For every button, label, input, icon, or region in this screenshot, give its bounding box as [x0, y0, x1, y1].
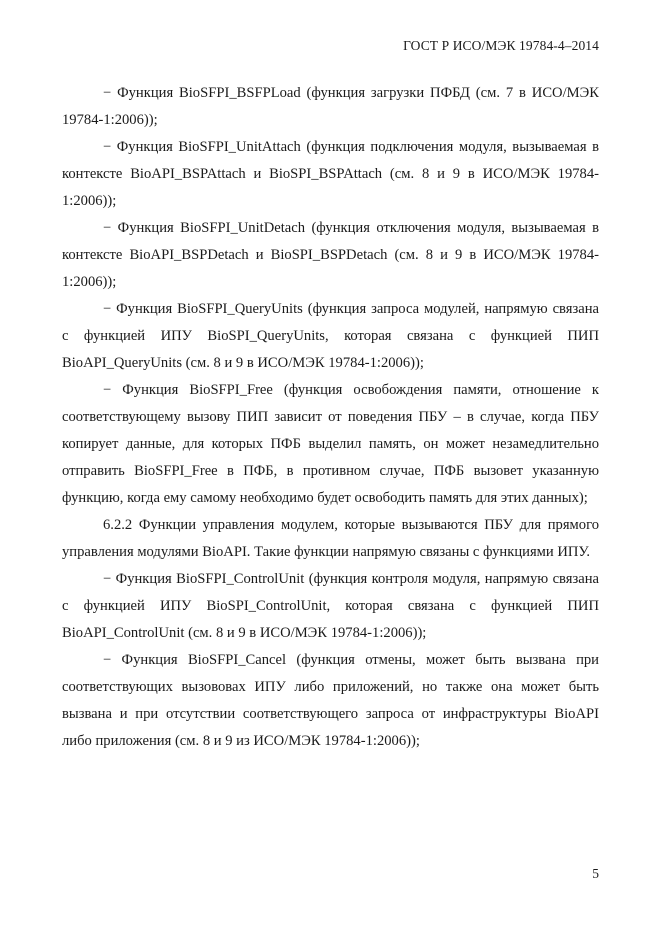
list-item-unit-attach: − Функция BioSFPI_UnitAttach (функция подключения модуля, вызываемая в контексте BioAPI_BSPAttach и BioSPI_BSPAttach (см. 8 и 9 в ИСО/МЭК 19784-1:2006));	[62, 139, 599, 209]
list-item-query-units: − Функция BioSFPI_QueryUnits (функция запроса модулей, напрямую связана с функцией ИПУ BioSPI_QueryUnits, которая связана с функцией ПИП BioAPI_QueryUnits (см. 8 и 9 в ИСО/МЭК 19784-1:2006));	[62, 301, 599, 371]
list-item-bsfp-load: − Функция BioSFPI_BSFPLoad (функция загрузки ПФБД (см. 7 в ИСО/МЭК 19784-1:2006));	[62, 85, 599, 128]
list-item-unit-detach: − Функция BioSFPI_UnitDetach (функция отключения модуля, вызываемая в контексте BioAPI_BSPDetach и BioSPI_BSPDetach (см. 8 и 9 в ИСО/МЭК 19784-1:2006));	[62, 220, 599, 290]
page-number: 5	[592, 866, 599, 881]
list-item-cancel: − Функция BioSFPI_Cancel (функция отмены, может быть вызвана при соответствующих вызововах ИПУ либо приложений, но также она может быть вызвана и при отсутствии соответствующего запроса от инфраструктуры BioAPI либо приложения (см. 8 и 9 из ИСО/МЭК 19784-1:2006));	[62, 652, 599, 749]
document-body	[62, 80, 599, 755]
list-item-free: − Функция BioSFPI_Free (функция освобождения памяти, отношение к соответствующему вызову ПИП зависит от поведения ПБУ – в случае, когда ПБУ копирует данные, для которых ПФБ выделил память, он может незамедлительно отправить BioSFPI_Free в ПФБ, в противном случае, ПФБ вызовет указанную функцию, когда ему самому необходимо будет освободить память для этих данных);	[62, 382, 599, 506]
list-item-control-unit: − Функция BioSFPI_ControlUnit (функция контроля модуля, напрямую связана с функцией ИПУ BioSPI_ControlUnit, которая связана с функцией ПИП BioAPI_ControlUnit (см. 8 и 9 в ИСО/МЭК 19784-1:2006));	[62, 571, 599, 641]
page-header-standard: ГОСТ Р ИСО/МЭК 19784-4–2014	[403, 38, 599, 53]
section-paragraph-6-2-2: 6.2.2 Функции управления модулем, которые вызываются ПБУ для прямого управления модулями BioAPI. Такие функции напрямую связаны с функциями ИПУ.	[62, 517, 599, 560]
